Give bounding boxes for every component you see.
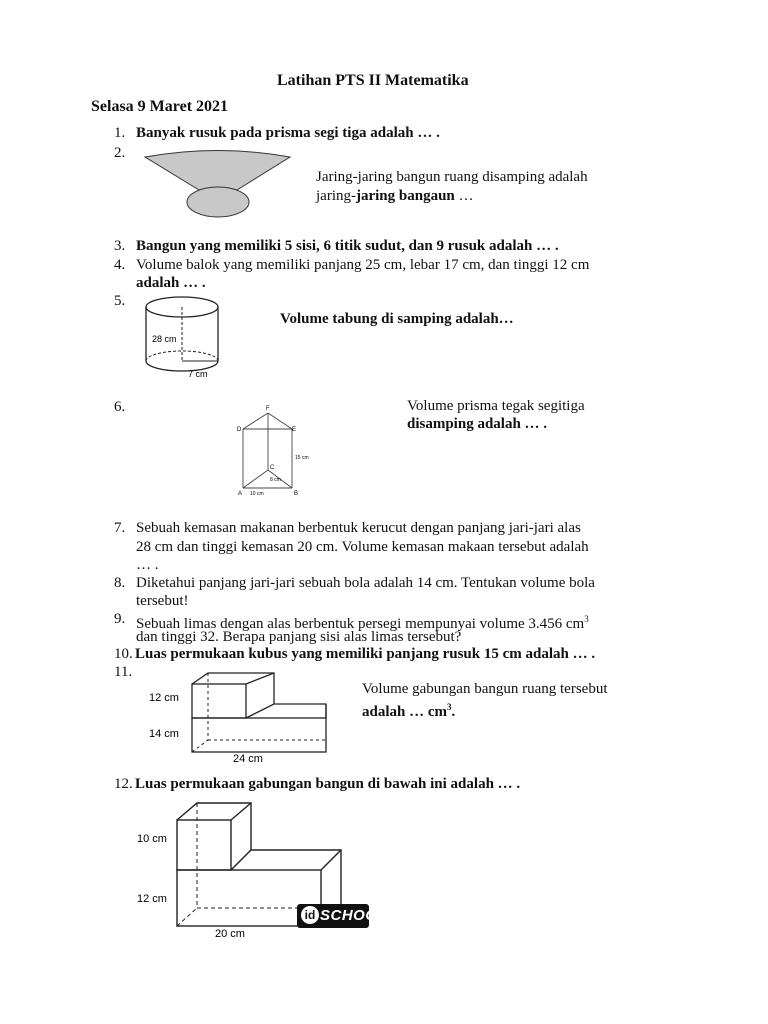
q6-label-f: F (266, 406, 270, 412)
q1-number: 1. (114, 125, 126, 141)
q2-net-figure (140, 150, 300, 222)
q7-text-line3: … . (136, 557, 159, 573)
q9-number: 9. (114, 611, 126, 627)
q11-text-line1: Volume gabungan bangun ruang tersebut (362, 681, 608, 697)
q4-text-line1: Volume balok yang memiliki panjang 25 cm, lebar 17 cm, dan tinggi 12 cm (136, 257, 590, 273)
q11-label-top: 12 cm (149, 692, 179, 704)
q11-composite-figure (145, 670, 335, 766)
q6-height-label: 15 cm (295, 455, 309, 461)
q7-number: 7. (114, 520, 126, 536)
q11-text-line2: adalah … $cm^3$. (362, 702, 456, 720)
q3-text: Bangun yang memiliki 5 sisi, 6 titik sudut, dan 9 rusuk adalah … . (136, 238, 559, 254)
q2-text-line2: jaring-jaring bangaun … (316, 188, 474, 204)
q6-slant-label: 8 cm (270, 477, 281, 483)
q7-text-line1: Sebuah kemasan makanan berbentuk kerucut dengan panjang jari-jari alas (136, 520, 581, 536)
q7-text-line2: 28 cm dan tinggi kemasan 20 cm. Volume kemasan makaan tersebut adalah (136, 539, 589, 555)
q4-number: 4. (114, 257, 126, 273)
q11-label-base: 24 cm (233, 753, 263, 765)
q8-text-line1: Diketahui panjang jari-jari sebuah bola adalah 14 cm. Tentukan volume bola (136, 575, 595, 591)
q1-text: Banyak rusuk pada prisma segi tiga adalah … . (136, 125, 440, 141)
q10-text: Luas permukaan kubus yang memiliki panjang rusuk 15 cm adalah … . (135, 646, 596, 662)
q6-prism-figure (232, 402, 322, 498)
q12-number: 12. (114, 776, 133, 792)
q6-label-e: E (292, 427, 297, 433)
q8-text-line2: tersebut! (136, 593, 189, 609)
q6-label-d: D (237, 427, 242, 433)
q6-number: 6. (114, 399, 126, 415)
q6-label-c: C (270, 465, 275, 471)
q6-base-label: 10 cm (250, 491, 264, 497)
q12-label-top: 10 cm (137, 833, 167, 845)
q3-number: 3. (114, 238, 126, 254)
q10-number: 10. (114, 646, 133, 662)
q12-label-mid: 12 cm (137, 893, 167, 905)
q12-text: Luas permukaan gabungan bangun di bawah ini adalah … . (135, 776, 521, 792)
q6-label-a: A (238, 491, 243, 497)
q6-text-line1: Volume prisma tegak segitiga (407, 398, 585, 414)
q12-label-base: 20 cm (215, 928, 245, 940)
q8-number: 8. (114, 575, 126, 591)
q5-text: Volume tabung di samping adalah… (280, 311, 514, 327)
q6-text-line2: disamping adalah … . (407, 416, 548, 432)
q11-label-mid: 14 cm (149, 728, 179, 740)
q4-text-line2: adalah … . (136, 275, 206, 291)
q5-cylinder-figure (140, 295, 240, 385)
q11-number: 11. (114, 664, 133, 680)
q5-radius-label: 7 cm (188, 369, 208, 379)
q5-number: 5. (114, 293, 126, 309)
idschool-logo (297, 904, 388, 928)
q9-text-line2: dan tinggi 32. Berapa panjang sisi alas limas tersebut? (136, 629, 462, 645)
q9-text-line1: Sebuah limas dengan alas berbentuk persegi mempunyai volume 3.456 $cm^3$ (136, 614, 589, 632)
q5-height-label: 28 cm (152, 334, 177, 344)
idschool-logo-text: SCHOOL (320, 907, 388, 924)
q6-label-b: B (294, 491, 299, 497)
date-heading: Selasa 9 Maret 2021 (91, 98, 229, 115)
idschool-logo-mark: id (301, 906, 319, 924)
q2-number: 2. (114, 145, 126, 161)
page-title: Latihan PTS II Matematika (277, 72, 469, 89)
q2-text-line1: Jaring-jaring bangun ruang disamping adalah (316, 169, 588, 185)
